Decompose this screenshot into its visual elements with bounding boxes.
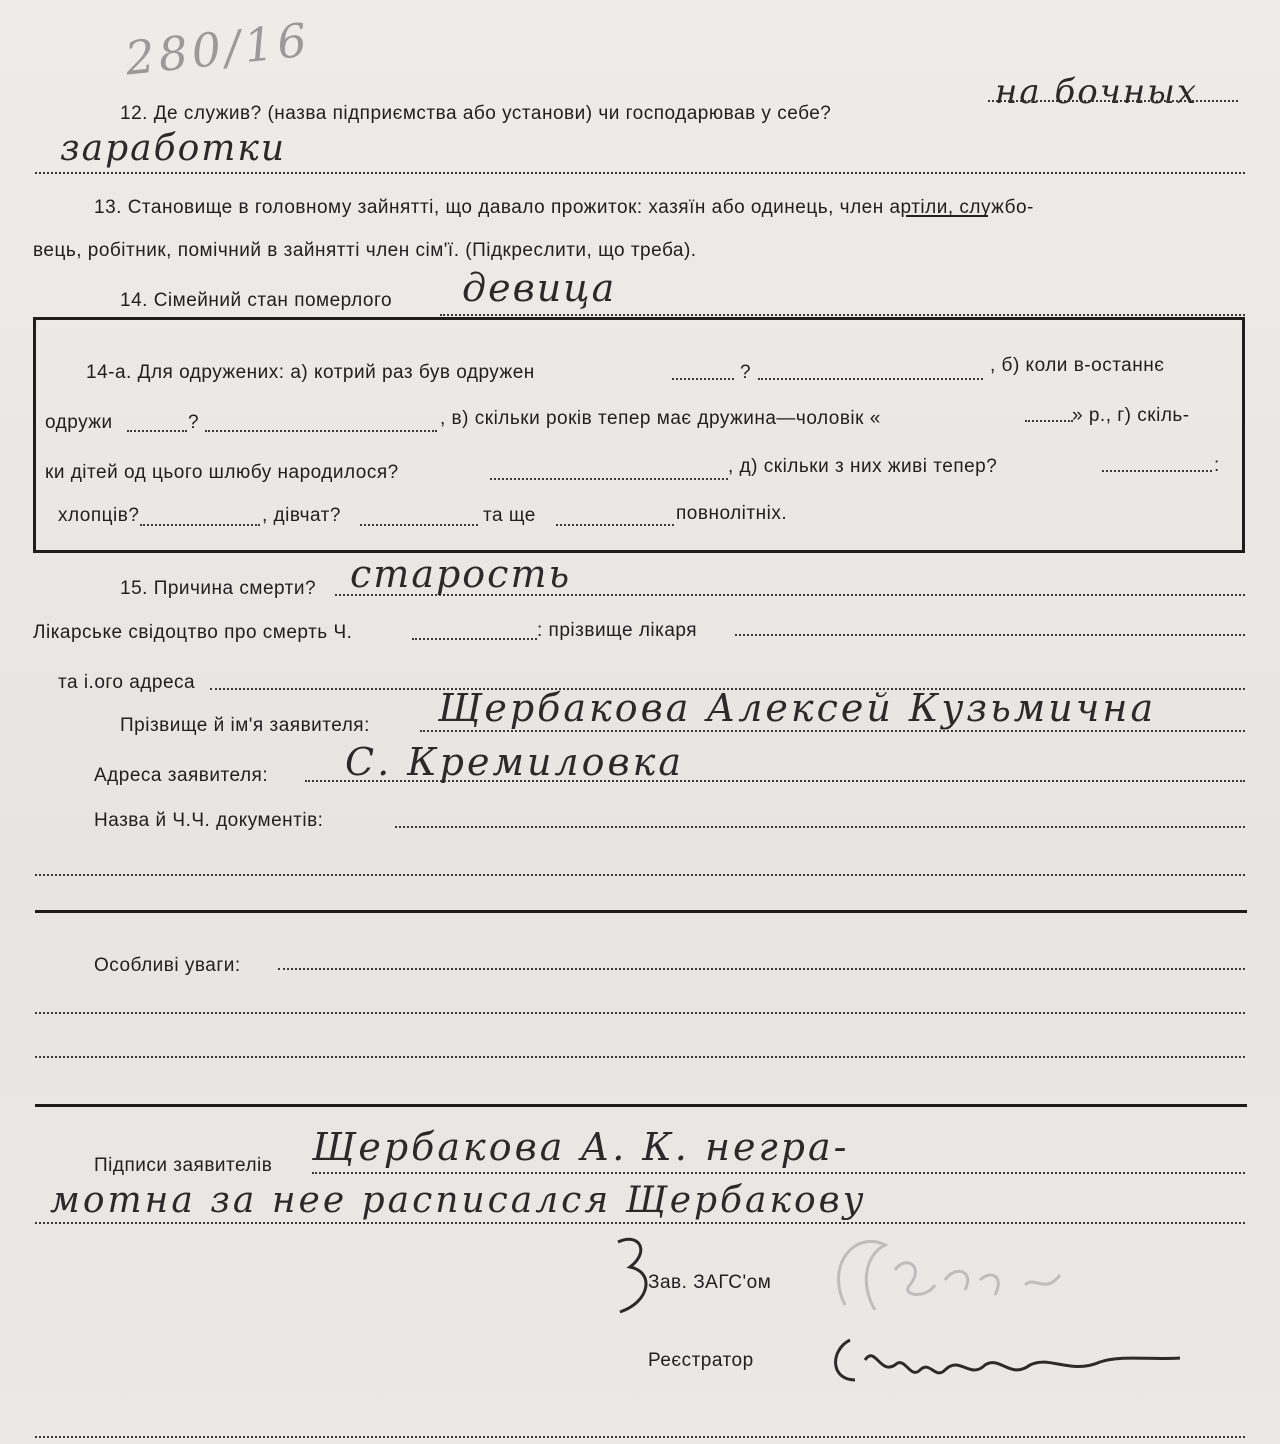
applicant-documents-label: Назва й Ч.Ч. документів: [94, 810, 324, 831]
applicant-documents-rule [395, 826, 1245, 828]
q14a-line2-b: ? [188, 412, 200, 433]
q14-answer-rule [440, 314, 1245, 316]
handwritten-mark-icon [610, 1232, 660, 1322]
q14-label: 14. Сімейний стан померлого [120, 290, 393, 311]
q14a-line1-blank1 [672, 378, 734, 380]
q14a-line3-c: : [1214, 455, 1220, 476]
applicant-name-label: Прізвище й ім'я заявителя: [120, 715, 370, 736]
q14a-line2-blank1 [127, 430, 187, 432]
q14a-line3-blank1 [490, 478, 728, 480]
registrar-label: Реєстратор [648, 1350, 754, 1371]
signatures-value-line1: Щербакова А. К. негра- [312, 1125, 850, 1169]
section-divider-2 [35, 1104, 1247, 1107]
signatures-value-line2: мотна за нее расписался Щербакову [50, 1180, 867, 1221]
q14a-line3-b: , д) скільки з них живі тепер? [728, 456, 998, 477]
q13-underline-odynets [906, 215, 988, 217]
remarks-rule-1 [278, 968, 1245, 970]
q14a-line4-blank2 [360, 524, 478, 526]
q12-answer-rule-2 [35, 172, 1245, 174]
q15-answer: старость [350, 552, 572, 596]
medical-certificate-label: Лікарське свідоцтво про смерть Ч. [33, 622, 353, 643]
zags-head-label: Зав. ЗАГС'ом [648, 1272, 772, 1293]
signatures-rule-2 [35, 1222, 1245, 1224]
q14a-line2-blank3 [1025, 420, 1073, 422]
q14a-line3-a: ки дітей од цього шлюбу народилося? [45, 462, 399, 483]
q14a-line2-blank2 [205, 430, 437, 432]
medical-doctor-surname-blank [735, 634, 1245, 636]
q14a-line3-blank2 [1102, 470, 1212, 472]
medical-certificate-number-blank [412, 638, 537, 640]
q13-line2: вець, робітник, помічний в зайнятті член сім'ї. (Підкреслити, що треба). [33, 240, 697, 261]
signatures-rule-1 [312, 1172, 1245, 1174]
section-divider-1 [35, 910, 1247, 913]
q14a-married-box [33, 317, 1245, 553]
applicant-address-rule [305, 780, 1245, 782]
q14a-line1-c: , б) коли в-останнє [990, 355, 1165, 376]
q14a-line1-a: 14-а. Для одружених: а) котрий раз був одружен [86, 362, 535, 383]
medical-doctor-surname-label: : прізвище лікаря [537, 620, 698, 641]
q12-label: 12. Де служив? (назва підприємства або установи) чи господарював у себе? [120, 103, 832, 124]
bottom-rule [35, 1436, 1245, 1438]
q14a-line2-c: , в) скільки років тепер має дружина—чоловік « [440, 408, 881, 429]
signatures-label: Підписи заявителів [94, 1155, 273, 1176]
applicant-address-label: Адреса заявителя: [94, 765, 269, 786]
applicant-address-value: С. Кремиловка [345, 740, 684, 784]
q14a-line4-c: та ще [483, 505, 536, 526]
q14a-line4-a: хлопців? [58, 505, 140, 526]
q14-answer: девица [462, 266, 617, 310]
q14a-line4-blank1 [140, 524, 260, 526]
medical-doctor-address-label: та і.ого адреса [58, 672, 196, 693]
q12-answer-line2: заработки [60, 128, 287, 169]
remarks-label: Особливі уваги: [94, 955, 241, 976]
archive-number: 280/16 [122, 12, 314, 86]
remarks-rule-2 [35, 1012, 1245, 1014]
q15-answer-rule [335, 594, 1245, 596]
q14a-line4-b: , дівчат? [262, 505, 341, 526]
remarks-rule-3 [35, 1056, 1245, 1058]
q14a-line1-b: ? [740, 362, 752, 383]
q14a-line1-blank2 [758, 378, 983, 380]
zags-head-signature-icon [805, 1225, 1095, 1325]
q14a-line4-d: повнолітніх. [676, 503, 788, 524]
q12-answer-line1: на бочных [995, 72, 1199, 112]
q15-label: 15. Причина смерти? [120, 578, 317, 599]
q12-answer-rule [988, 100, 1238, 102]
registrar-signature-icon [820, 1320, 1190, 1400]
q14a-line2-d: » р., г) скіль- [1072, 405, 1190, 426]
q14a-line4-blank3 [556, 524, 674, 526]
q13-line1: 13. Становище в головному зайнятті, що давало прожиток: хазяїн або одинець, член артіли, службо- [94, 197, 1034, 218]
applicant-name-rule [420, 730, 1245, 732]
q14a-line2-a: одружи [45, 412, 113, 433]
applicant-documents-rule-2 [35, 874, 1245, 876]
applicant-name-value: Щербакова Алексей Кузьмична [438, 686, 1157, 730]
